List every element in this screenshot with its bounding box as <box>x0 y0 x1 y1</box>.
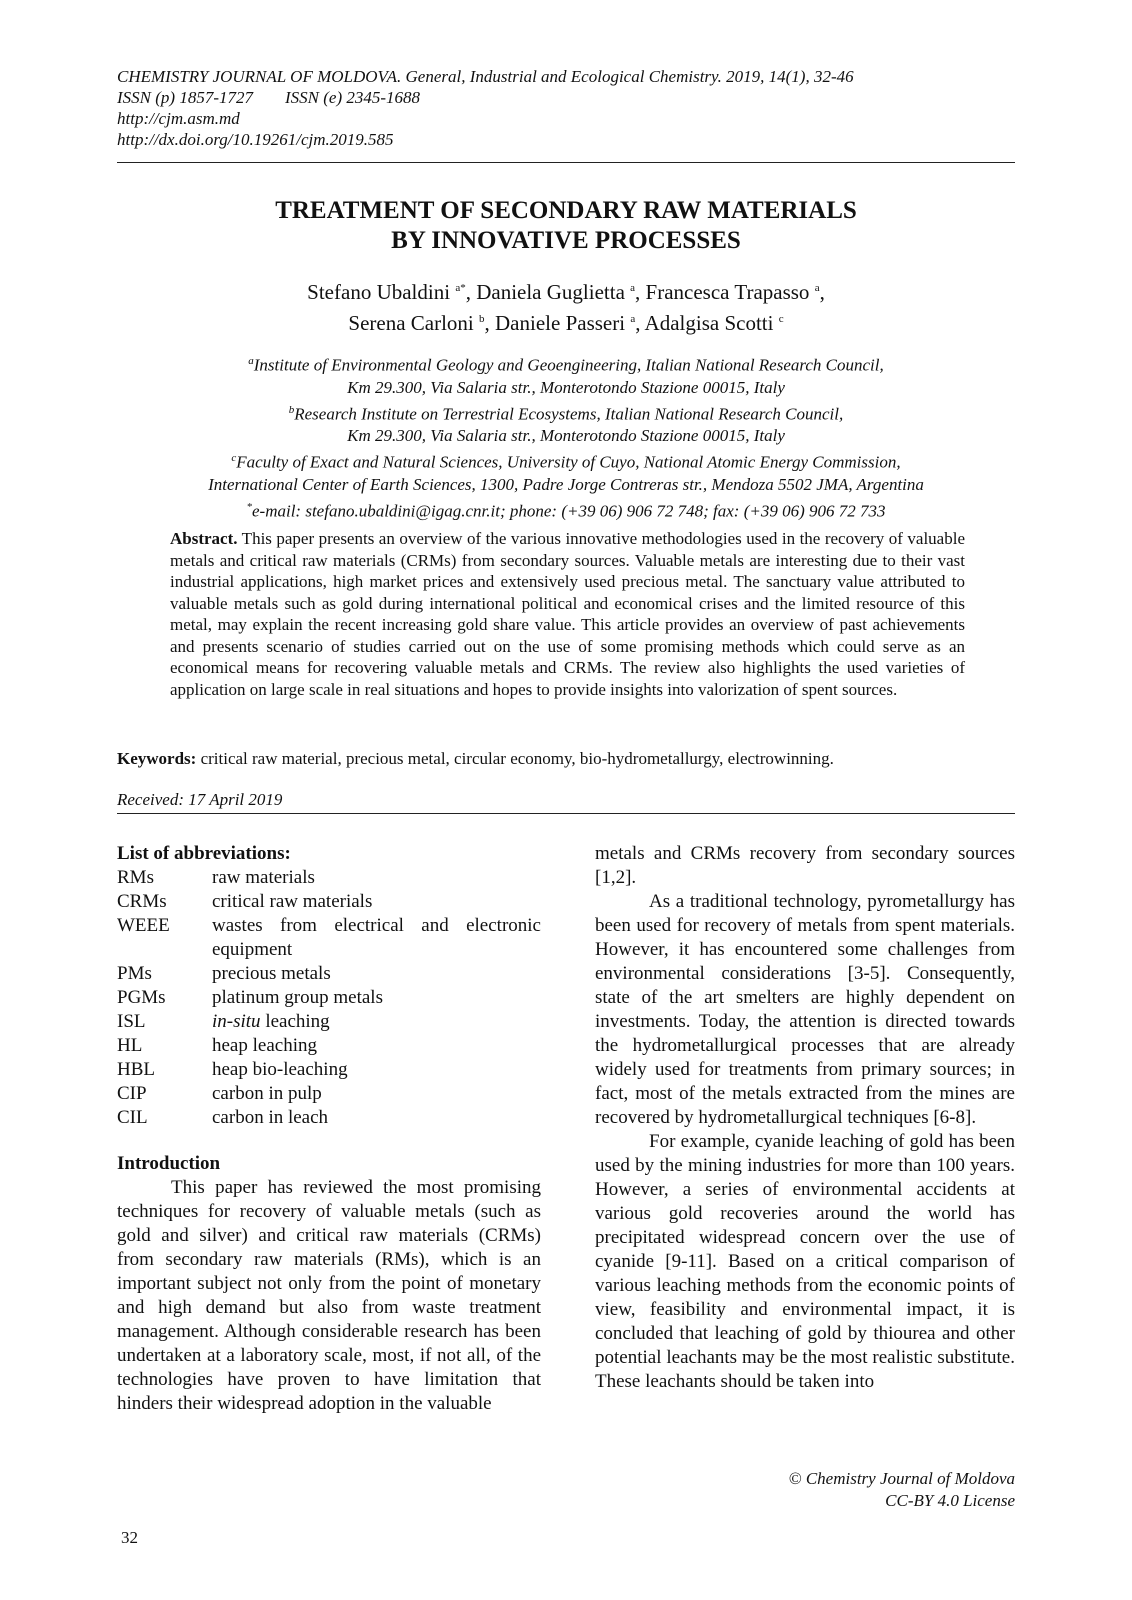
affiliations <box>117 350 1015 523</box>
abbreviation-definition <box>212 962 541 986</box>
abbreviation-definition <box>212 866 541 890</box>
abbreviation-row <box>117 986 541 1010</box>
abbreviation-definition-text: raw materials <box>212 867 315 888</box>
abbreviation-definition <box>212 1058 541 1082</box>
affiliation-b-address: Km 29.300, Via Salaria str., Monterotondo Stazione 00015, Italy <box>347 426 785 446</box>
abbreviation-definition-text: carbon in leach <box>212 1107 329 1128</box>
abbreviation-term: CIP <box>117 1083 147 1104</box>
keywords <box>117 748 1015 770</box>
abbreviation-definition-text: heap leaching <box>212 1035 317 1056</box>
abbreviation-definition-text: carbon in pulp <box>212 1083 322 1104</box>
abbreviation-row <box>117 1106 541 1130</box>
author-name: Serena Carloni <box>348 311 474 335</box>
affiliation-a-address: Km 29.300, Via Salaria str., Monterotondo Stazione 00015, Italy <box>347 377 785 397</box>
abbreviation-term: RMs <box>117 867 154 888</box>
abbreviation-term: CRMs <box>117 891 167 912</box>
abbreviation-term: PMs <box>117 963 152 984</box>
title-line-2: BY INNOVATIVE PROCESSES <box>391 227 741 254</box>
abbreviation-definition-text: wastes from electrical and electronic equipment <box>212 915 541 960</box>
author-affiliation-marker: a <box>630 282 636 294</box>
abbreviation-definition <box>212 1034 541 1058</box>
abbreviation-definition <box>212 1010 541 1034</box>
abbreviation-definition <box>212 890 541 914</box>
journal-citation: CHEMISTRY JOURNAL OF MOLDOVA. General, Industrial and Ecological Chemistry. 2019, 14(1), 32-46 <box>117 67 854 86</box>
keywords-label: Keywords: <box>117 749 197 768</box>
affiliation-c: $^c$Faculty of Exact and Natural Sciences, University of Cuyo, National Atomic Energy Commission, <box>231 452 901 472</box>
right-paragraph-continued: metals and CRMs recovery from secondary sources [1,2]. <box>595 843 1015 888</box>
corresponding-contact: *e-mail: stefano.ubaldini@igag.cnr.it; phone: (+39 06) 906 72 748; fax: (+39 06) 906 72 733 <box>246 500 886 521</box>
author-separator: , <box>635 280 646 304</box>
journal-header <box>117 66 854 150</box>
author-list <box>117 275 1015 337</box>
affiliation-c-address: International Center of Earth Sciences, 1300, Padre Jorge Contreras str., Mendoza 5502 JMA, Argentina <box>208 474 924 494</box>
right-paragraph-cyanide: For example, cyanide leaching of gold has been used by the mining industries for more than 100 years. However, a series of environmental accidents at various gold recoveries around the world has precipitated widespread concern over the use of cyanide [9-11]. Based on a critical comparison of various leaching methods from the economic points of view, feasibility and environmental impact, it is concluded that leaching of gold by thiourea and other potential leachants may be the most realistic substitute. These leachants should be taken into <box>595 1131 1015 1392</box>
keywords-text: critical raw material, precious metal, circular economy, bio-hydrometallurgy, electrowinning. <box>196 749 834 768</box>
abbreviation-row <box>117 890 541 914</box>
author-separator: , <box>465 280 477 304</box>
abbreviation-definition-italic: in-situ <box>212 1011 261 1032</box>
abbreviation-term: HBL <box>117 1059 155 1080</box>
abstract <box>170 528 965 700</box>
abstract-label: Abstract. <box>170 529 238 548</box>
issn-print: ISSN (p) 1857-1727 <box>117 88 253 107</box>
abbreviation-term: PGMs <box>117 987 166 1008</box>
author-affiliation-marker: b <box>479 313 485 325</box>
author-separator: , <box>484 311 496 335</box>
abbreviation-definition-text: precious metals <box>212 963 331 984</box>
body-divider <box>117 813 1015 814</box>
license-notice <box>789 1468 1015 1512</box>
doi-link[interactable]: http://dx.doi.org/10.19261/cjm.2019.585 <box>117 130 394 149</box>
author-name: Adalgisa Scotti <box>644 311 774 335</box>
author-name: Francesca Trapasso <box>645 280 810 304</box>
abbreviation-definition-text: leaching <box>260 1011 330 1032</box>
abbreviation-definition-text: platinum group metals <box>212 987 383 1008</box>
abbreviation-row <box>117 1010 541 1034</box>
abbreviation-row <box>117 1058 541 1082</box>
affiliation-b: $^b$Research Institute on Terrestrial Ecosystems, Italian National Research Council, <box>288 403 844 424</box>
title-line-1: TREATMENT OF SECONDARY RAW MATERIALS <box>275 197 857 224</box>
header-divider <box>117 162 1015 163</box>
abbreviation-definition-text: critical raw materials <box>212 891 373 912</box>
copyright-line: © Chemistry Journal of Moldova <box>788 1469 1015 1488</box>
issn-line <box>117 87 854 108</box>
author-separator: , <box>819 280 825 304</box>
issn-electronic: ISSN (e) 2345-1688 <box>284 88 421 107</box>
abbreviation-row <box>117 962 541 986</box>
abbreviation-term: ISL <box>117 1011 146 1032</box>
introduction-heading: Introduction <box>117 1153 221 1174</box>
abbreviation-term: HL <box>117 1035 143 1056</box>
license-line: CC-BY 4.0 License <box>885 1491 1015 1510</box>
author-line-1 <box>117 275 1015 306</box>
right-paragraph-pyrometallurgy: As a traditional technology, pyrometallurgy has been used for recovery of metals from spent materials. However, it has encountered some challenges from environmental considerations [3-5]. Consequently, state of the art smelters are highly dependent on investments. Today, the attention is directed towards the hydrometallurgical processes that are already widely used for treatments from primary sources; in fact, most of the metals extracted from the mines are recovered by hydrometallurgical techniques [6-8]. <box>595 891 1015 1128</box>
abbreviation-row <box>117 1082 541 1106</box>
right-column <box>595 842 1015 1394</box>
abbreviation-definition <box>212 914 541 962</box>
abbreviations-list <box>117 866 541 1130</box>
abbreviation-term: WEEE <box>117 915 170 936</box>
abbreviation-definition <box>212 1082 541 1106</box>
paper-title <box>117 196 1015 256</box>
left-column <box>117 842 541 1416</box>
author-separator: , <box>635 311 645 335</box>
author-affiliation-marker: a* <box>455 282 466 294</box>
received-date: Received: 17 April 2019 <box>117 790 283 809</box>
abbreviation-definition <box>212 986 541 1010</box>
abbreviations-heading: List of abbreviations: <box>117 843 291 864</box>
abbreviation-row <box>117 914 541 962</box>
page-number: 32 <box>121 1528 138 1547</box>
journal-website-link[interactable]: http://cjm.asm.md <box>117 109 240 128</box>
author-name: Daniele Passeri <box>495 311 626 335</box>
author-affiliation-marker: a <box>814 282 820 294</box>
author-name: Daniela Guglietta <box>476 280 625 304</box>
introduction-paragraph-1: This paper has reviewed the most promising techniques for recovery of valuable metals (such as gold and silver) and critical raw materials (CRMs) from secondary raw materials (RMs), which is an important subject not only from the point of monetary and high demand but also from waste treatment management. Although considerable research has been undertaken at a laboratory scale, most, if not all, of the technologies have proven to have limitation that hinders their widespread adoption in the valuable <box>117 1177 541 1414</box>
author-affiliation-marker: c <box>778 313 784 325</box>
abbreviation-term: CIL <box>117 1107 148 1128</box>
affiliation-a: $^a$Institute of Environmental Geology and Geoengineering, Italian National Research Council, <box>248 355 884 375</box>
author-affiliation-marker: a <box>630 313 636 325</box>
abbreviation-row <box>117 1034 541 1058</box>
abbreviation-definition-text: heap bio-leaching <box>212 1059 348 1080</box>
abbreviation-definition <box>212 1106 541 1130</box>
abbreviation-row <box>117 866 541 890</box>
abstract-text: This paper presents an overview of the various innovative methodologies used in the recovery of valuable metals and critical raw materials (CRMs) from secondary sources. Valuable metals are interesting due to their vast industrial applications, high market prices and extensively used precious metal. The sanctuary value attributed to valuable metals such as gold during international political and economical crises and the limited resource of this metal, may explain the recent increasing gold share value. This article provides an overview of past achievements and presents scenario of studies carried out on the use of some promising methods which could serve as an economical means for recovering valuable metals and CRMs. The review also highlights the used varieties of application on large scale in real situations and hopes to provide insights into valorization of spent sources. <box>170 529 965 699</box>
author-name: Stefano Ubaldini <box>307 280 451 304</box>
author-line-2 <box>117 306 1015 337</box>
